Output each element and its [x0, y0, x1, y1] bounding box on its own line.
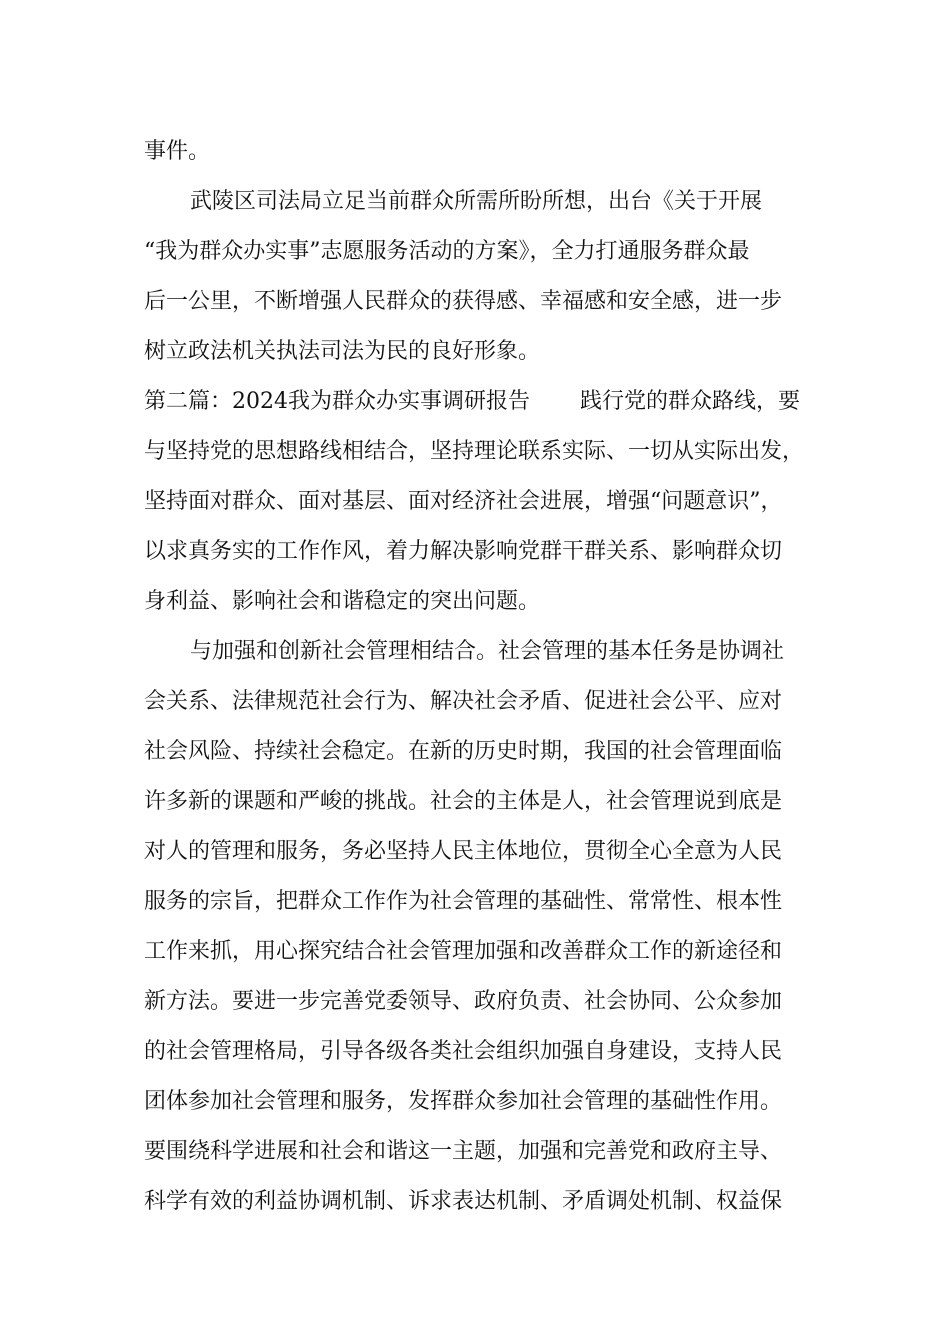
paragraph-line: 要围绕科学进展和社会和谐这一主题，加强和完善党和政府主导、 [144, 1139, 783, 1164]
document-body [144, 127, 834, 1227]
paragraph-line: 后一公里，不断增强人民群众的获得感、幸福感和安全感，进一步 [144, 289, 783, 314]
paragraph-line: 服务的宗旨，把群众工作作为社会管理的基础性、常常性、根本性 [144, 889, 783, 914]
paragraph-line: 科学有效的利益协调机制、诉求表达机制、矛盾调处机制、权益保 [144, 1189, 783, 1214]
paragraph-line: 与加强和创新社会管理相结合。社会管理的基本任务是协调社 [190, 639, 785, 664]
paragraph-line: 团体参加社会管理和服务，发挥群众参加社会管理的基础性作用。 [144, 1089, 783, 1114]
paragraph-line: 对人的管理和服务，务必坚持人民主体地位，贯彻全心全意为人民 [144, 839, 783, 864]
paragraph-line: 的社会管理格局，引导各级各类社会组织加强自身建设，支持人民 [144, 1039, 783, 1064]
paragraph-line: 会关系、法律规范社会行为、解决社会矛盾、促进社会公平、应对 [144, 689, 783, 714]
paragraph-line: 新方法。要进一步完善党委领导、政府负责、社会协同、公众参加 [144, 989, 783, 1014]
paragraph-text: 践行党的群众路线，要 [580, 389, 801, 414]
paragraph-line: 工作来抓，用心探究结合社会管理加强和改善群众工作的新途径和 [144, 939, 783, 964]
paragraph-line: 身利益、影响社会和谐稳定的突出问题。 [144, 589, 541, 614]
paragraph-line: 坚持面对群众、面对基层、面对经济社会进展，增强“问题意识”， [144, 489, 783, 514]
paragraph-line: 事件。 [144, 139, 211, 164]
paragraph-line: “我为群众办实事”志愿服务活动的方案》，全力打通服务群众最 [144, 239, 750, 264]
paragraph-line: 与坚持党的思想路线相结合，坚持理论联系实际、一切从实际出发， [144, 439, 805, 464]
paragraph-line: 武陵区司法局立足当前群众所需所盼所想，出台《关于开展 [190, 189, 763, 214]
section-heading-line [144, 377, 834, 427]
paragraph-line: 社会风险、持续社会稳定。在新的历史时期，我国的社会管理面临 [144, 739, 783, 764]
paragraph-line: 树立政法机关执法司法为民的良好形象。 [144, 339, 541, 364]
paragraph-line: 许多新的课题和严峻的挑战。社会的主体是人，社会管理说到底是 [144, 789, 783, 814]
paragraph-line: 以求真务实的工作作风，着力解决影响党群干群关系、影响群众切 [144, 539, 783, 564]
section-heading: 第二篇：2024我为群众办实事调研报告 [144, 389, 530, 414]
